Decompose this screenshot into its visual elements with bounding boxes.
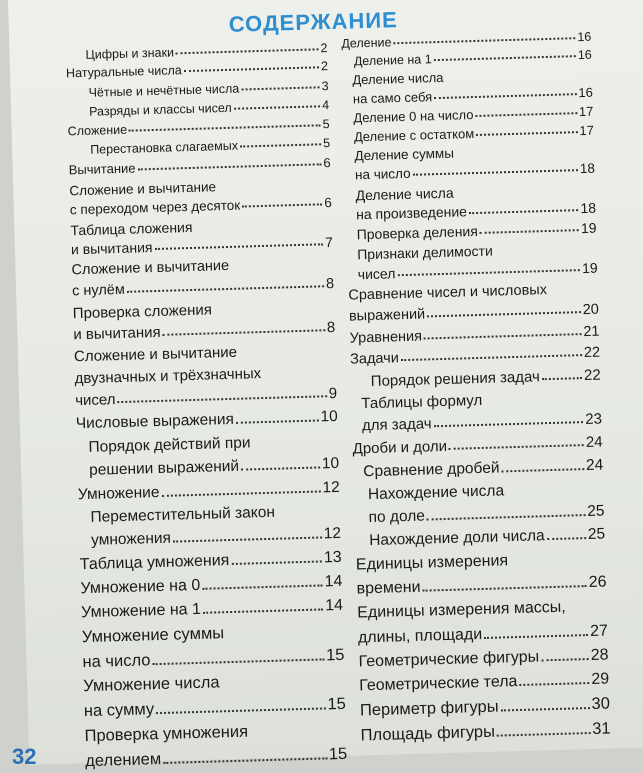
toc-entry-page: 14 <box>324 572 343 591</box>
toc-entry-line <box>73 319 335 343</box>
dot-leader <box>547 537 586 540</box>
toc-entry-title: Разряды и классы чисел <box>88 100 232 119</box>
toc-entry-line <box>348 281 598 304</box>
toc-entry-title: Умножение <box>77 483 160 504</box>
toc-entry-line <box>84 695 346 721</box>
toc-entry-page: 26 <box>588 573 607 592</box>
toc-entry-title: Таблица сложения <box>70 218 193 239</box>
toc-entry-page: 16 <box>578 84 594 101</box>
toc-entry-page: 3 <box>321 79 329 94</box>
toc-entry-title: Перестановка слагаемых <box>90 138 239 157</box>
dot-leader <box>118 395 327 403</box>
toc-entry-line <box>81 597 343 622</box>
toc-entry-page: 17 <box>579 122 595 139</box>
toc-entry-title: Порядок решения задач <box>370 368 541 391</box>
toc-entry-page: 2 <box>320 59 329 74</box>
dot-leader <box>413 169 578 176</box>
toc-entry-line <box>351 389 601 413</box>
toc-entry-line <box>66 59 328 80</box>
toc-entry-line <box>349 324 599 347</box>
toc-entry-title: Чётные и нечётные числа <box>88 81 240 100</box>
toc-entry-page: 29 <box>591 670 610 688</box>
dot-leader <box>484 634 588 639</box>
toc-entry-title: и вычитания <box>73 323 161 344</box>
toc-entry-title: двузначных и трёхзначных <box>74 365 262 388</box>
toc-entry-title: чисел <box>74 391 116 410</box>
toc-entry-title: Проверка деления <box>356 222 479 243</box>
toc-entry-title: с нулём <box>71 281 126 300</box>
toc-entry-title: с переходом через десяток <box>69 197 241 218</box>
toc-entry-line <box>83 670 345 696</box>
dot-leader <box>502 468 585 472</box>
dot-leader <box>173 536 322 542</box>
toc-entry-line <box>346 200 596 223</box>
toc-entry-line <box>356 574 606 599</box>
toc-entry-title: Геометрические фигуры <box>358 648 540 671</box>
toc-entry-page: 8 <box>325 276 335 293</box>
toc-entry-line <box>74 363 336 387</box>
toc-entry-title: Деление <box>341 35 392 51</box>
dot-leader <box>476 131 577 136</box>
dot-leader <box>234 105 320 109</box>
dot-leader <box>241 86 319 90</box>
toc-entry-title: Единицы измерения <box>355 552 509 574</box>
toc-entry-title: Дроби и доли <box>352 437 448 458</box>
toc-entry-title: Задачи <box>349 350 400 368</box>
toc-entry-title: Площадь фигуры <box>360 722 496 745</box>
dot-leader <box>423 585 587 592</box>
toc-entry-page: 10 <box>320 407 338 426</box>
toc-entry-page: 5 <box>322 136 331 151</box>
toc-entry-page: 9 <box>328 384 338 403</box>
toc-entry-page: 19 <box>581 259 598 277</box>
dot-leader <box>153 658 325 665</box>
toc-entry-line <box>69 155 331 177</box>
dot-leader <box>427 514 585 520</box>
toc-entry-page: 25 <box>587 525 606 544</box>
toc-entry-title: на число <box>354 165 411 183</box>
toc-entry-line <box>352 411 602 435</box>
toc-entry-line <box>76 432 338 457</box>
toc-entry-line <box>359 670 609 695</box>
toc-entry-page: 25 <box>587 502 605 521</box>
toc-entry-title: Цифры и знаки <box>85 45 175 62</box>
toc-entry-line <box>80 573 342 598</box>
toc-entry-line <box>360 719 610 745</box>
toc-entry-line <box>343 85 593 107</box>
toc-entry-title: длины, площади <box>357 626 483 647</box>
toc-entry-title: Числовые выражения <box>75 410 235 433</box>
toc-entry-line <box>348 260 598 283</box>
toc-entry-title: Деление числа <box>352 69 444 88</box>
dot-leader <box>401 354 582 361</box>
toc-entry-line <box>351 367 601 391</box>
toc-left-column <box>65 41 348 771</box>
dot-leader <box>176 48 319 54</box>
toc-entry-title: Сравнение чисел и числовых <box>348 282 548 304</box>
toc-entry-title: по доле <box>368 507 426 527</box>
toc-entry-title: Нахождение доли числа <box>368 527 545 550</box>
toc-entry-line <box>79 525 341 550</box>
dot-leader <box>240 143 321 147</box>
toc-entry-page: 2 <box>320 41 328 56</box>
toc-entry-title: Умножение на 1 <box>80 600 202 622</box>
toc-entry-page: 16 <box>577 47 592 63</box>
toc-entry-title: Проверка сложения <box>72 301 213 323</box>
toc-entry-line <box>345 161 595 183</box>
dot-leader <box>154 243 323 250</box>
toc-entry-page: 30 <box>591 694 611 713</box>
dot-leader <box>397 269 580 276</box>
toc-entry-line <box>76 408 338 433</box>
dot-leader <box>449 444 584 450</box>
toc-entry-line <box>353 457 603 482</box>
toc-entry-page: 7 <box>324 234 334 251</box>
toc-entry-title: умножения <box>90 529 172 549</box>
toc-entry-line <box>82 621 344 647</box>
dot-leader <box>236 419 319 423</box>
toc-entry-title: Признаки делимости <box>357 242 493 263</box>
toc-entry-line <box>354 480 604 505</box>
toc-entry-title: решении выражений <box>88 457 240 479</box>
toc-entry-line <box>358 623 608 648</box>
dot-leader <box>138 163 322 170</box>
toc-entry-page: 15 <box>327 694 347 714</box>
dot-leader <box>127 285 324 293</box>
toc-entry-title: времени <box>356 578 421 598</box>
dot-leader <box>434 93 576 99</box>
toc-entry-page: 16 <box>577 29 592 45</box>
toc-entry-page: 14 <box>325 596 344 615</box>
toc-entry-title: Умножение суммы <box>81 624 225 647</box>
dot-leader <box>162 490 321 496</box>
toc-entry-page: 22 <box>583 366 601 385</box>
toc-entry-title: Уравнения <box>349 328 423 347</box>
toc-entry-title: Умножение числа <box>82 673 220 696</box>
book-page <box>8 0 643 771</box>
toc-entry-page: 13 <box>323 548 342 567</box>
dot-leader <box>469 209 579 214</box>
toc-entry-line <box>77 455 339 480</box>
dot-leader <box>480 229 579 234</box>
dot-leader <box>475 112 576 117</box>
toc-entry-line <box>74 341 336 365</box>
toc-entry-line <box>350 345 600 368</box>
toc-entry-title: Проверка умножения <box>84 722 249 746</box>
dot-leader <box>202 584 322 589</box>
toc-entry-page: 6 <box>323 155 331 171</box>
toc-entry-title: Порядок действий при <box>88 434 251 456</box>
toc-entry-line <box>356 550 606 575</box>
dot-leader <box>241 466 320 470</box>
toc-entry-title: Деление суммы <box>354 145 455 164</box>
toc-entry-title: чисел <box>357 265 396 283</box>
toc-entry-title: на произведение <box>355 203 468 223</box>
toc-entry-page: 27 <box>589 622 609 640</box>
toc-entry-line <box>78 502 340 527</box>
toc-entry-title: Сравнение дробей <box>363 459 500 481</box>
toc-entry-page: 20 <box>582 301 600 319</box>
toc-entry-line <box>342 66 592 88</box>
toc-entry-title: Сложение <box>67 122 128 139</box>
toc-entry-line <box>66 79 328 100</box>
page-title: СОДЕРЖАНИЕ <box>228 7 399 37</box>
toc-entry-title: Деление 0 на число <box>353 107 474 126</box>
dot-leader <box>393 37 575 44</box>
toc-entry-title: Сложение и вычитание <box>71 257 230 279</box>
toc-entry-line <box>358 646 608 671</box>
dot-leader <box>541 658 589 661</box>
toc-entry-title: Нахождение числа <box>367 482 505 504</box>
toc-entry-page: 10 <box>321 454 340 473</box>
toc-entry-page: 17 <box>578 103 594 120</box>
toc-entry-line <box>357 598 607 623</box>
toc-entry-page: 18 <box>580 199 597 217</box>
toc-entry-title: Геометрические тела <box>359 673 518 695</box>
toc-entry-line <box>67 117 329 138</box>
dot-leader <box>434 421 584 427</box>
toc-entry-title: выражений <box>348 306 426 325</box>
toc-entry-line <box>354 503 604 528</box>
toc-entry-line <box>71 234 333 257</box>
toc-entry-line <box>343 104 593 126</box>
toc-entry-line <box>84 720 346 746</box>
toc-entry-title: для задач <box>361 415 432 435</box>
toc-entry-title: Переместительный закон <box>90 503 276 526</box>
toc-entry-line <box>349 302 599 325</box>
dot-leader <box>427 311 581 317</box>
toc-entry-page: 12 <box>323 524 342 543</box>
toc-entry-title: на сумму <box>83 700 155 721</box>
dot-leader <box>542 377 582 380</box>
dot-leader <box>519 682 589 686</box>
toc-entry-page: 6 <box>324 195 332 211</box>
dot-leader <box>434 55 576 61</box>
toc-entry-line <box>82 646 344 672</box>
toc-entry-title: Натуральные числа <box>65 63 182 81</box>
toc-entry-line <box>344 123 594 145</box>
toc-entry-title: Единицы измерения массы, <box>357 598 566 622</box>
toc-entry-page: 15 <box>328 744 348 764</box>
toc-entry-title: Периметр фигуры <box>359 697 499 720</box>
dot-leader <box>184 66 319 72</box>
dot-leader <box>129 124 321 131</box>
toc-entry-line <box>342 48 592 69</box>
dot-leader <box>163 329 325 336</box>
toc-entry-page: 5 <box>322 117 330 132</box>
toc-entry-title: Вычитание <box>68 160 136 178</box>
toc-entry-line <box>69 176 331 198</box>
toc-entry-line <box>344 142 594 164</box>
toc-entry-line <box>347 240 597 263</box>
page-number: 32 <box>12 744 37 769</box>
toc-entry-page: 21 <box>583 323 600 341</box>
dot-leader <box>242 203 322 207</box>
toc-entry-page: 23 <box>585 410 603 429</box>
toc-entry-page: 24 <box>585 433 603 452</box>
toc-entry-line <box>355 526 605 551</box>
dot-leader <box>231 560 322 565</box>
toc-entry-title: Деление с остатком <box>353 126 475 145</box>
toc-entry-page: 24 <box>585 456 604 475</box>
toc-entry-title: и вычитания <box>70 239 153 258</box>
dot-leader <box>424 333 581 339</box>
toc-entry-page: 22 <box>583 344 601 362</box>
toc-entry-title: на число <box>82 651 151 672</box>
dot-leader <box>163 757 327 764</box>
toc-entry-title: Деление числа <box>355 184 454 204</box>
toc-entry-page: 4 <box>321 98 330 113</box>
dot-leader <box>203 608 323 613</box>
toc-right-column <box>341 29 611 745</box>
toc-entry-page: 31 <box>591 719 611 738</box>
toc-entry-line <box>75 385 337 409</box>
toc-entry-page: 12 <box>322 478 340 497</box>
toc-entry-title: делением <box>85 750 162 771</box>
toc-entry-title: Таблицы формул <box>361 391 483 413</box>
toc-entry-line <box>78 479 340 504</box>
toc-entry-line <box>72 276 334 299</box>
dot-leader <box>501 707 590 711</box>
toc-entry-title: Таблица умножения <box>79 552 230 574</box>
toc-entry-line <box>346 220 596 243</box>
toc-entry-title: Сложение и вычитание <box>73 343 238 366</box>
toc-entry-line <box>67 98 329 119</box>
toc-entry-line <box>73 298 335 322</box>
toc-entry-line <box>71 255 333 278</box>
toc-entry-title: Сложение и вычитание <box>69 179 217 199</box>
toc-entry-page: 19 <box>580 219 597 237</box>
toc-entry-line <box>68 136 330 157</box>
toc-entry-page: 18 <box>579 160 596 177</box>
toc-entry-line <box>85 745 347 771</box>
toc-entry-title: Деление на 1 <box>353 52 432 69</box>
toc-entry-line <box>70 195 332 217</box>
toc-entry-page: 15 <box>325 645 345 665</box>
toc-entry-line <box>80 549 342 574</box>
toc-entry-line <box>360 694 610 720</box>
toc-entry-page: 8 <box>326 318 336 337</box>
toc-entry-title: на само себя <box>352 89 433 107</box>
dot-leader <box>497 732 590 737</box>
toc-entry-line <box>352 434 602 458</box>
toc-entry-page: 28 <box>590 646 609 664</box>
toc-entry-title: Умножение на 0 <box>80 576 201 598</box>
dot-leader <box>156 707 325 714</box>
